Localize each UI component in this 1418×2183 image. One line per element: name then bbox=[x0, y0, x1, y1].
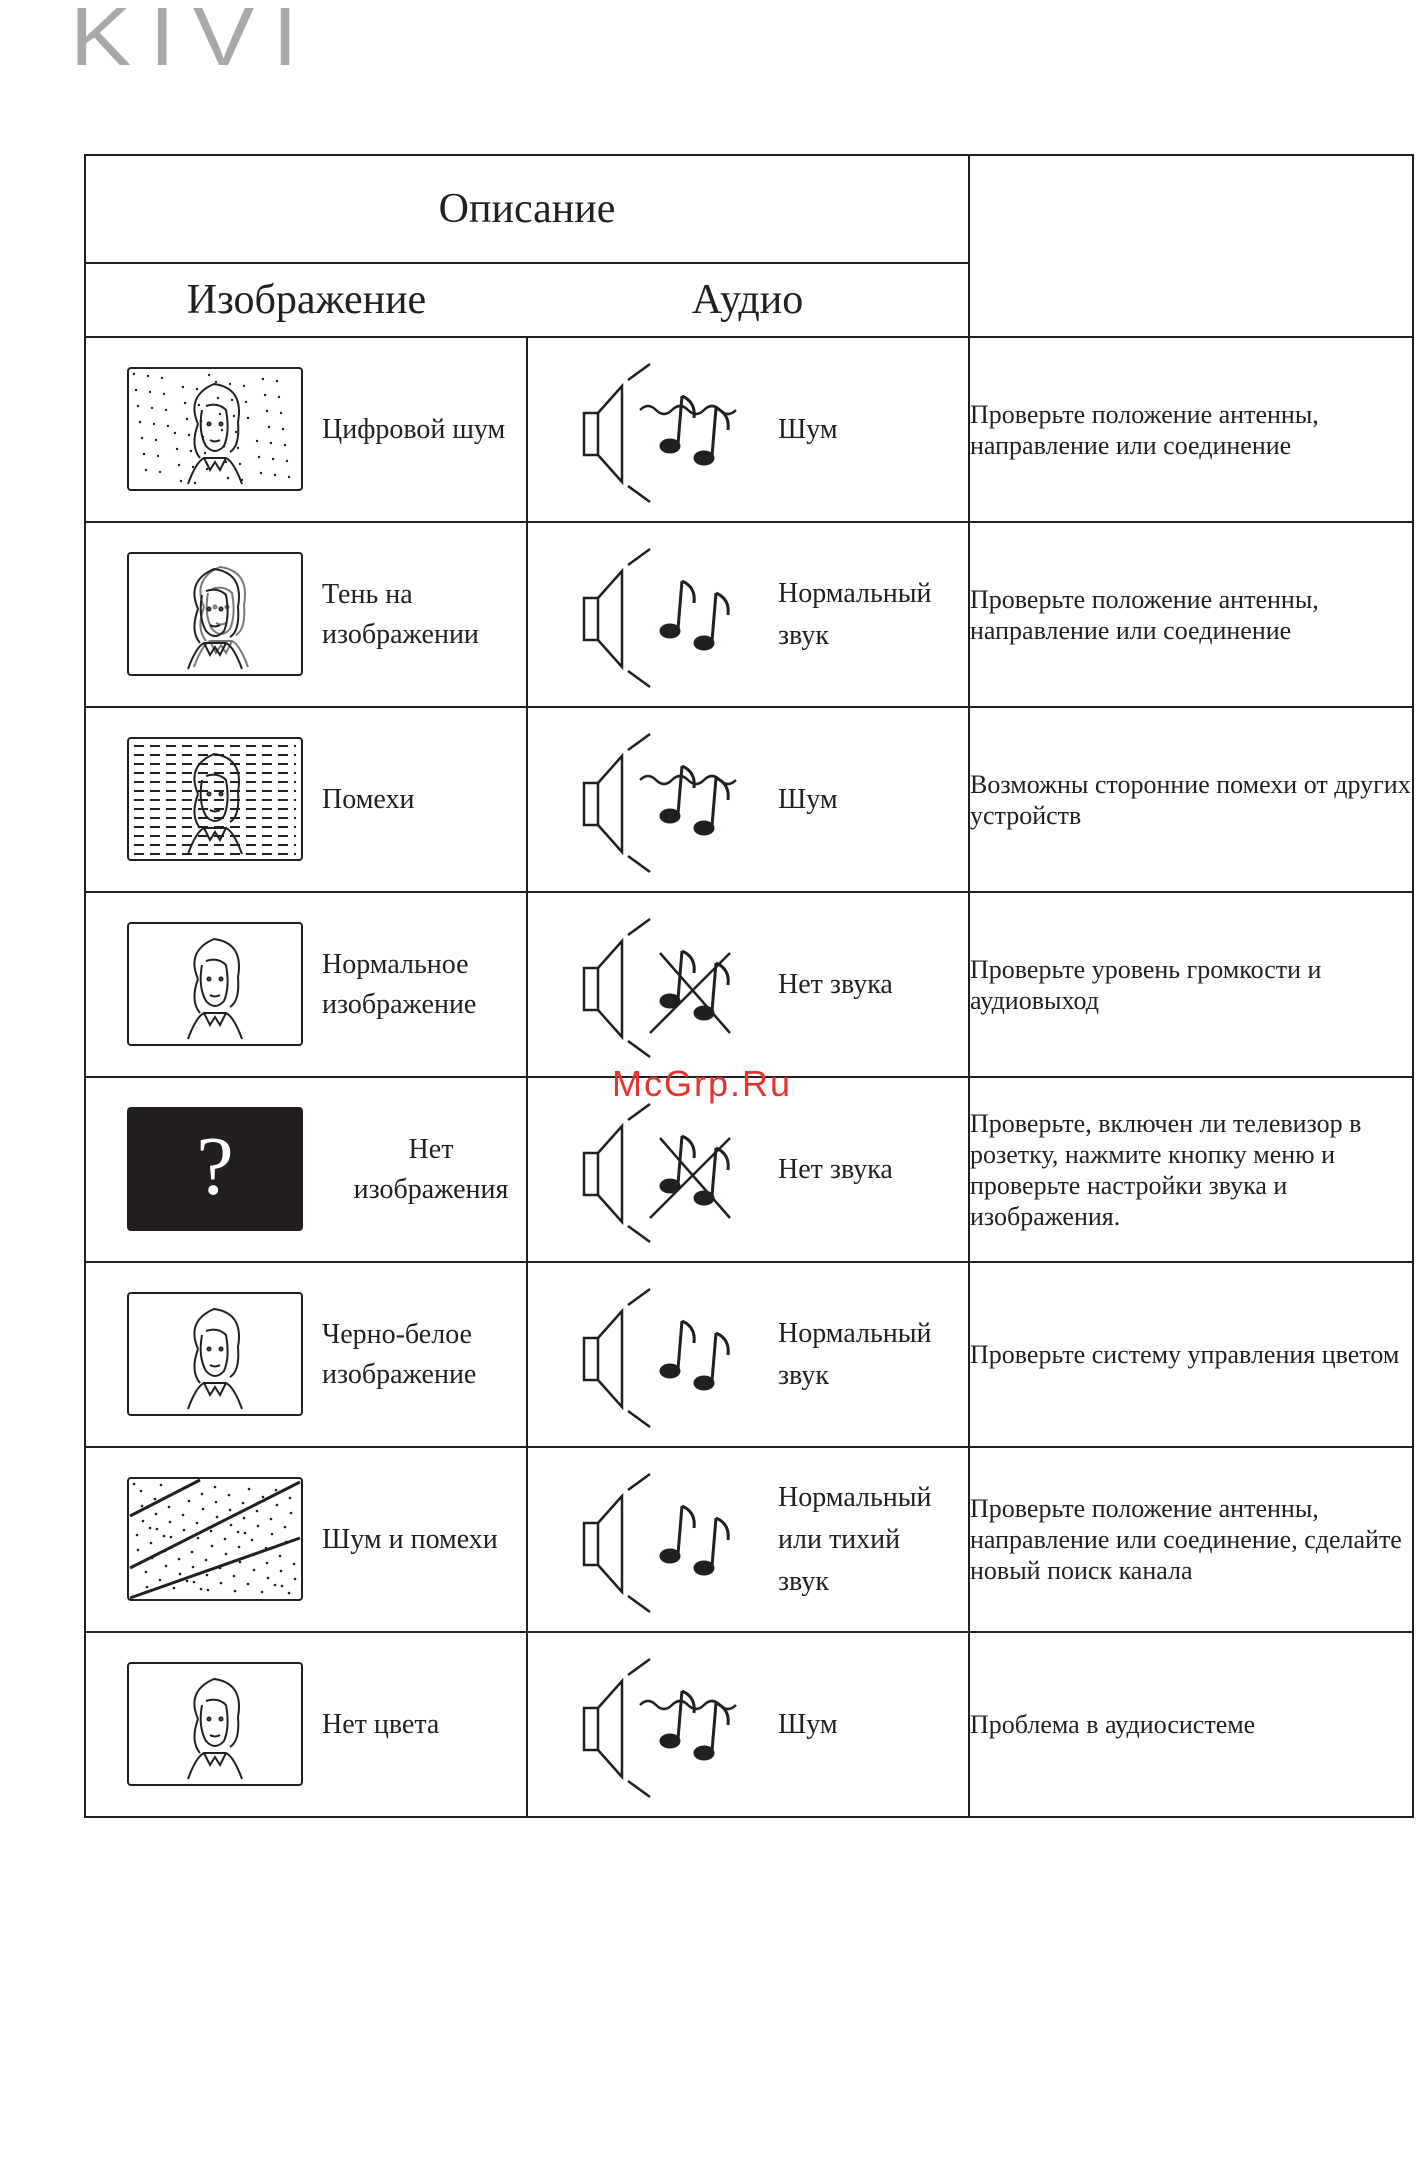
picture-symptom: Черно-белое изображение bbox=[322, 1318, 477, 1390]
speaker-notes-icon bbox=[580, 543, 770, 693]
audio-cell bbox=[527, 1632, 969, 1817]
audio-cell bbox=[527, 522, 969, 707]
audio-symptom: Шум bbox=[778, 783, 838, 815]
picture-cell bbox=[85, 1262, 527, 1447]
remedy-text: Проверьте положение антенны, направление или соединение bbox=[969, 522, 1413, 707]
audio-cell bbox=[527, 1447, 969, 1632]
remedy-text: Проблема в аудиосистеме bbox=[969, 1632, 1413, 1817]
no-picture-question-icon bbox=[126, 1106, 304, 1232]
picture-symptom: Шум и помехи bbox=[322, 1523, 498, 1555]
picture-symptom: Тень на изображении bbox=[322, 578, 479, 650]
watermark: McGrp.Ru bbox=[612, 1063, 793, 1104]
table-row bbox=[85, 707, 1413, 892]
picture-symptom: Цифровой шум bbox=[322, 413, 506, 445]
audio-symptom: Нет звука bbox=[778, 968, 893, 1000]
picture-symptom: Помехи bbox=[322, 783, 415, 815]
table-row bbox=[85, 1262, 1413, 1447]
svg-text:?: ? bbox=[196, 1120, 234, 1213]
speaker-noise-icon bbox=[580, 1653, 770, 1803]
audio-symptom: Нет звука bbox=[778, 1153, 893, 1185]
picture-symptom: Нет изображения bbox=[353, 1133, 509, 1205]
speaker-muted-icon bbox=[580, 1098, 770, 1248]
picture-cell bbox=[85, 1447, 527, 1632]
face-interference-icon bbox=[126, 736, 304, 862]
speaker-muted-icon bbox=[580, 913, 770, 1063]
table-row bbox=[85, 522, 1413, 707]
snow-stripes-icon bbox=[126, 1476, 304, 1602]
face-ghost-icon bbox=[126, 551, 304, 677]
face-normal-icon bbox=[126, 1291, 304, 1417]
picture-symptom: Нет цвета bbox=[322, 1708, 440, 1740]
speaker-notes-icon bbox=[580, 1283, 770, 1433]
audio-symptom: Нормальный или тихий звук bbox=[778, 1481, 932, 1597]
speaker-notes-icon bbox=[580, 1468, 770, 1618]
remedy-text: Проверьте положение антенны, направление или соединение bbox=[969, 337, 1413, 522]
picture-cell bbox=[85, 892, 527, 1077]
audio-cell bbox=[527, 892, 969, 1077]
audio-cell bbox=[527, 707, 969, 892]
remedy-text: Проверьте, включен ли телевизор в розетку, нажмите кнопку меню и проверьте настройки звука и изображения. bbox=[969, 1077, 1413, 1262]
picture-cell bbox=[85, 707, 527, 892]
face-normal-icon bbox=[126, 1661, 304, 1787]
picture-cell bbox=[85, 337, 527, 522]
remedy-text: Проверьте систему управления цветом bbox=[969, 1262, 1413, 1447]
picture-cell bbox=[85, 1632, 527, 1817]
audio-cell bbox=[527, 337, 969, 522]
audio-symptom: Нормальный звук bbox=[778, 1317, 932, 1391]
remedy-text: Проверьте уровень громкости и аудиовыход bbox=[969, 892, 1413, 1077]
picture-cell bbox=[85, 1077, 527, 1262]
speaker-noise-icon bbox=[580, 358, 770, 508]
audio-symptom: Шум bbox=[778, 1708, 838, 1740]
audio-symptom: Нормальный звук bbox=[778, 577, 932, 651]
troubleshooting-table bbox=[84, 154, 1414, 1818]
speaker-noise-icon bbox=[580, 728, 770, 878]
picture-cell bbox=[85, 522, 527, 707]
table-row bbox=[85, 1632, 1413, 1817]
header-image: Изображение bbox=[85, 263, 527, 337]
table-row bbox=[85, 1447, 1413, 1632]
remedy-text: Проверьте положение антенны, направление или соединение, сделайте новый поиск канала bbox=[969, 1447, 1413, 1632]
brand-logo: KIVI bbox=[70, 0, 316, 83]
remedy-text: Возможны сторонние помехи от других устройств bbox=[969, 707, 1413, 892]
header-description: Описание bbox=[85, 155, 969, 263]
table-row bbox=[85, 892, 1413, 1077]
audio-cell bbox=[527, 1262, 969, 1447]
picture-symptom: Нормальное изображение bbox=[322, 948, 477, 1020]
face-normal-icon bbox=[126, 921, 304, 1047]
audio-symptom: Шум bbox=[778, 413, 838, 445]
header-remedy bbox=[969, 155, 1413, 337]
header-audio: Аудио bbox=[527, 263, 969, 337]
table-row bbox=[85, 337, 1413, 522]
face-digital-noise-icon bbox=[126, 366, 304, 492]
